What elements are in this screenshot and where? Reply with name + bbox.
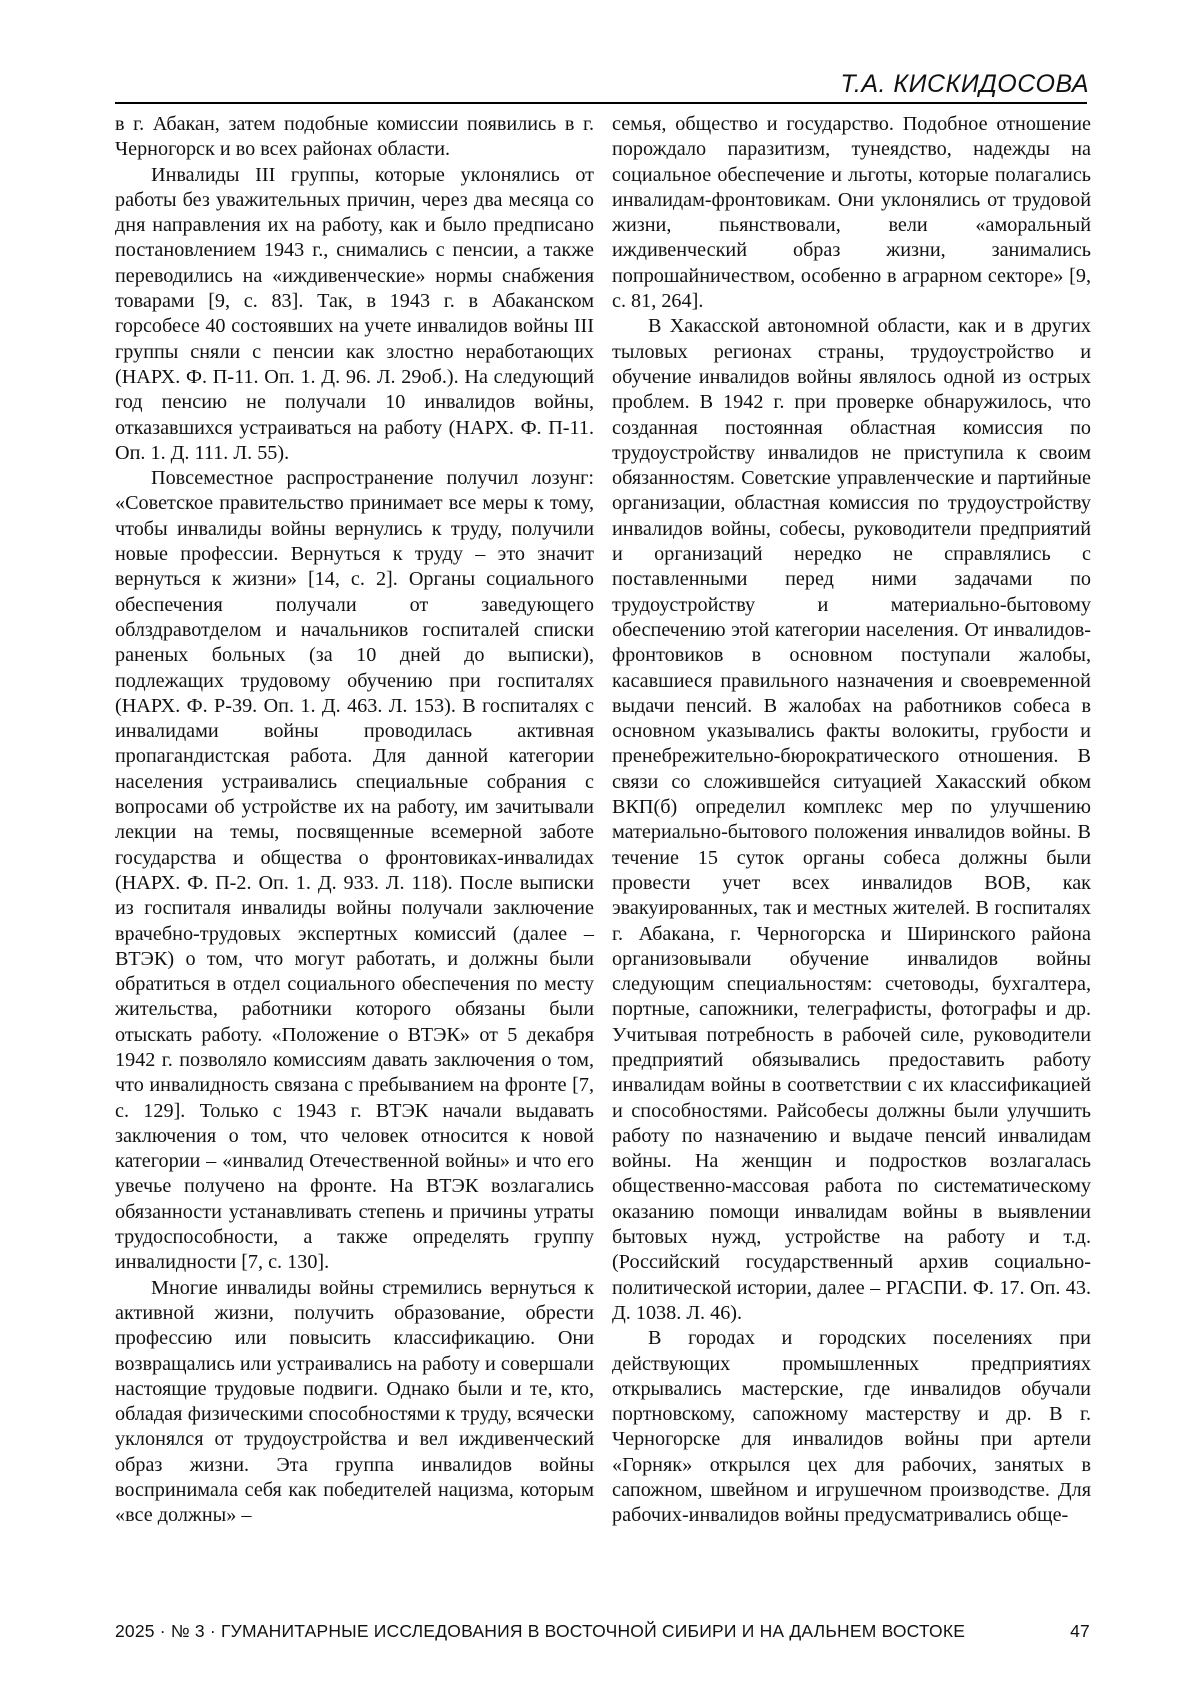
paragraph: Многие инвалиды войны стремились вернуться к активной жизни, получить образование, обрести профессию или повысить классификацию. Они возвращались или устраивались на работу и совершали настоящие трудовые подвиги. Однако были и те, кто, обладая физическими способностями к труду, всячески уклонялся от трудоустройства и вел иждивенческий образ жизни. Эта группа инвалидов войны воспринимала себя как победителей нацизма, которым «все должны» – (115, 1276, 594, 1527)
paragraph: В Хакасской автономной области, как и в других тыловых регионах страны, трудоустройство и обучение инвалидов войны являлось одной из острых проблем. В 1942 г. при проверке обнаружилось, что созданная постоянная областная комиссия по трудоустройству инвалидов не приступила к своим обязанностям. Советские управленческие и партийные организации, областная комиссия по трудоустройству инвалидов войны, собесы, руководители предприятий и организаций нередко не справлялись с поставленными перед ними задачами по трудоустройству и материально-бытовому обеспечению этой категории населения. От инвалидов-фронтовиков в основном поступали жалобы, касавшиеся правильного назначения и своевременной выдачи пенсий. В жалобах на работников собеса в основном указывались факты волокиты, грубости и пренебрежительно-бюрократического отношения. В связи со сложившейся ситуацией Хакасский обком ВКП(б) определил комплекс мер по улучшению материально-бытового положения инвалидов войны. В течение 15 суток органы собеса должны были провести учет всех инвалидов ВОВ, как эвакуированных, так и местных жителей. В госпиталях г. Абакана, г. Черногорска и Ширинского района организовывали обучение инвалидов войны следующим специальностям: счетоводы, бухгалтера, портные, сапожники, телеграфисты, фотографы и др. Учитывая потребность в рабочей силе, руководители предприятий обязывались предоставить работу инвалидам войны в соответствии с их классификацией и способностями. Райсобесы должны были улучшить работу по назначению и выдаче пенсий инвалидам войны. На женщин и подростков возлагалась общественно-массовая работа по систематическому оказанию помощи инвалидам войны в выявлении бытовых нужд, устройстве на работу и т.д. (Российский государственный архив социально-политической истории, далее – РГАСПИ. Ф. 17. Оп. 43. Д. 1038. Л. 46). (612, 315, 1091, 1324)
journal-title: 2025 · № 3 · ГУМАНИТАРНЫЕ ИССЛЕДОВАНИЯ В ВОСТОЧНОЙ СИБИРИ И НА ДАЛЬНЕМ ВОСТОКЕ (115, 1621, 966, 1641)
author-name: Т.А. КИСКИДОСОВА (840, 70, 1089, 98)
paragraph: семья, общество и государство. Подобное отношение порождало паразитизм, тунеядство, надежды на социальное обеспечение и льготы, которые полагались инвалидам-фронтовикам. Они уклонялись от трудовой жизни, пьянствовали, вели «аморальный иждивенческий образ жизни, занимались попрошайничеством, особенно в аграрном секторе» [9, с. 81, 264]. (612, 113, 1091, 313)
paragraph: Инвалиды III группы, которые уклонялись от работы без уважительных причин, через два месяца со дня направления их на работу, как и было предписано постановлением 1943 г., снимались с пенсии, а также переводились на «иждивенческие» нормы снабжения товарами [9, с. 83]. Так, в 1943 г. в Абаканском горсобесе 40 состоявших на учете инвалидов войны III группы сняли с пенсии как злостно неработающих (НАРХ. Ф. П-11. Оп. 1. Д. 96. Л. 29об.). На следующий год пенсию не получали 10 инвалидов войны, отказавшихся устраиваться на работу (НАРХ. Ф. П-11. Оп. 1. Д. 111. Л. 55). (115, 163, 594, 464)
right-column (612, 112, 1091, 1529)
header-rule (115, 102, 1087, 104)
page-number: 47 (1070, 1621, 1090, 1641)
running-header (0, 0, 1199, 108)
left-column (115, 112, 594, 1529)
paragraph: Повсеместное распространение получил лозунг: «Советское правительство принимает все меры к тому, чтобы инвалиды войны вернулись к труду, получили новые профессии. Вернуться к труду – это значит вернуться к жизни» [14, с. 2]. Органы социального обеспечения получали от заведующего облздравотделом и начальников госпиталей списки раненых больных (за 10 дней до выписки), подлежащих трудовому обучению при госпиталях (НАРХ. Ф. Р-39. Оп. 1. Д. 463. Л. 153). В госпиталях с инвалидами войны проводилась активная пропагандистская работа. Для данной категории населения устраивались специальные собрания с вопросами об устройстве их на работу, им зачитывали лекции на темы, посвященные всемерной заботе государства и общества о фронтовиках-инвалидах (НАРХ. Ф. П-2. Оп. 1. Д. 933. Л. 118). После выписки из госпиталя инвалиды войны получали заключение врачебно-трудовых экспертных комиссий (далее – ВТЭК) о том, что могут работать, и должны были обратиться в отдел социального обеспечения по месту жительства, работники которого обязаны были отыскать работу. «Положение о ВТЭК» от 5 декабря 1942 г. позволяло комиссиям давать заключения о том, что инвалидность связана с пребыванием на фронте [7, с. 129]. Только с 1943 г. ВТЭК начали выдавать заключения о том, что человек относится к новой категории – «инвалид Отечественной войны» и что его увечье получено на фронте. На ВТЭК возлагались обязанности устанавливать степень и причины утраты трудоспособности, а также определять группу инвалидности [7, с. 130]. (115, 467, 594, 1274)
paragraph: в г. Абакан, затем подобные комиссии появились в г. Черногорск и во всех районах области. (115, 113, 594, 161)
paragraph: В городах и городских поселениях при действующих промышленных предприятиях открывались мастерские, где инвалидов обучали портновскому, сапожному мастерству и др. В г. Черногорске для инвалидов войны при артели «Горняк» открылся цех для рабочих, занятых в сапожном, швейном и игрушечном производстве. Для рабочих-инвалидов войны предусматривались обще- (612, 1327, 1091, 1527)
